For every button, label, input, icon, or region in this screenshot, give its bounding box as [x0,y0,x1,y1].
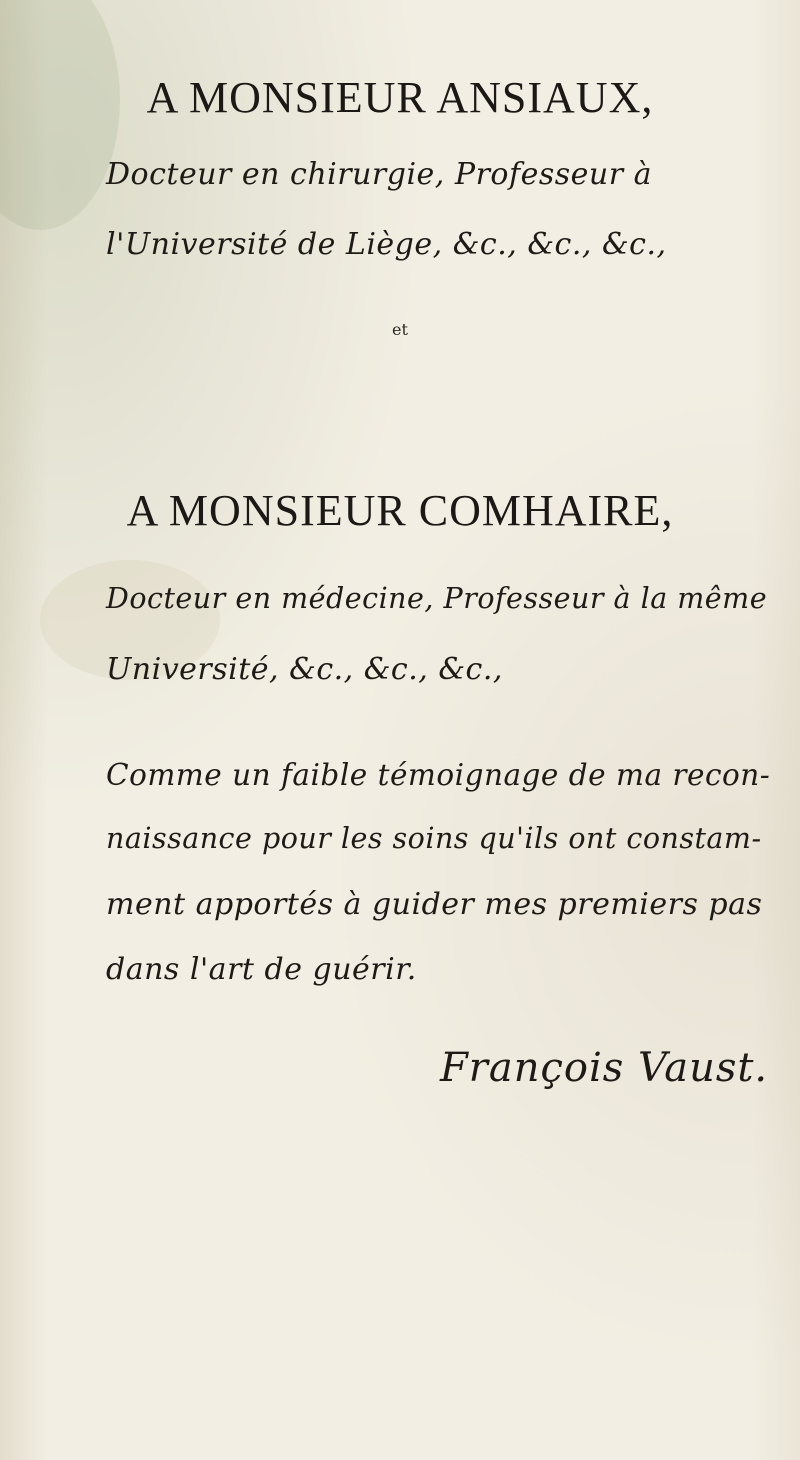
first-recipient-titles-line1: Docteur en chirurgie, Professeur à [106,157,652,192]
second-recipient-titles-line1: Docteur en médecine, Professeur à la même [106,582,768,615]
dedication-body-line3: ment apportés à guider mes premiers pas [106,887,763,922]
first-recipient-titles-line2: l'Université de Liège, &c., &c., &c., [106,227,667,262]
second-recipient-heading: A MONSIEUR COMHAIRE, [126,486,674,535]
dedication-body-line2: naissance pour les soins qu'ils ont constam- [106,822,762,855]
dedication-body-line4: dans l'art de guérir. [106,952,417,987]
dedication-body-line1: Comme un faible témoignage de ma recon- [106,758,771,792]
signature: François Vaust. [440,1045,769,1091]
second-recipient-titles-line2: Université, &c., &c., &c., [106,652,503,687]
separator-ornament: et [392,320,408,339]
first-recipient-heading: A MONSIEUR ANSIAUX, [146,73,654,122]
